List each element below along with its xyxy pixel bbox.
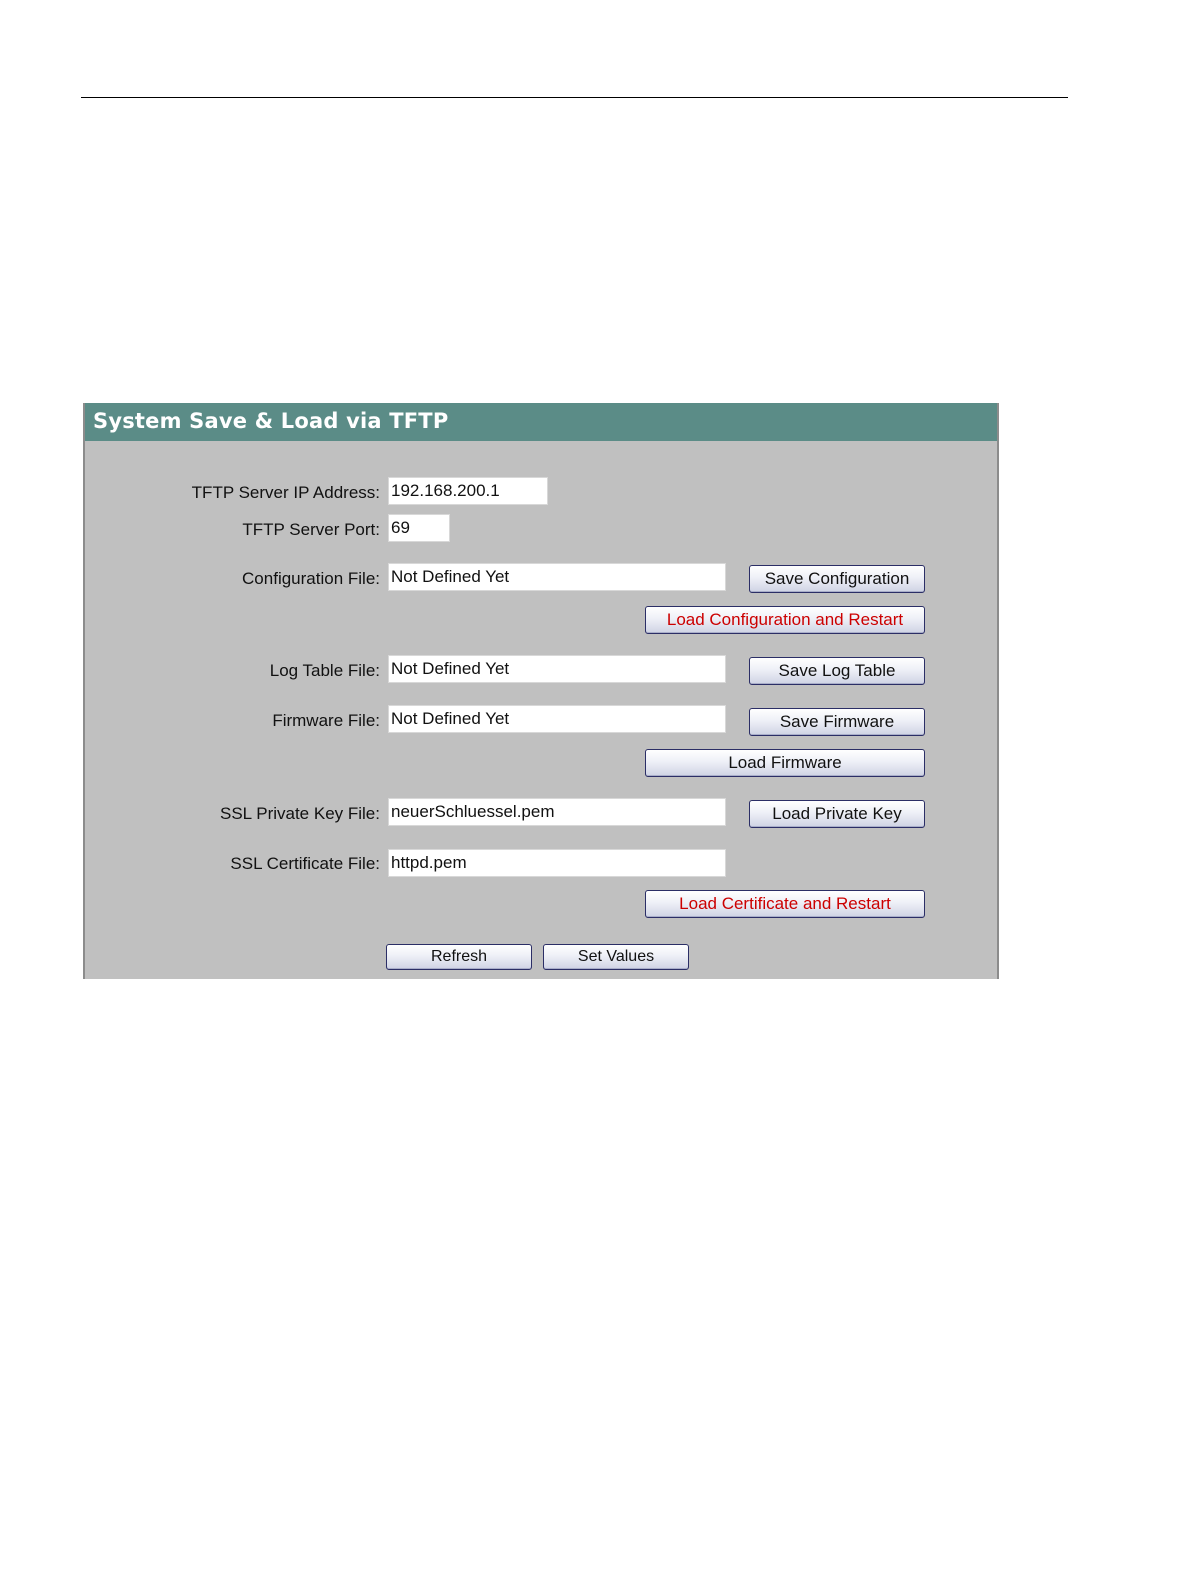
refresh-button[interactable]: Refresh [386,944,532,970]
set-values-button[interactable]: Set Values [543,944,689,970]
ssl-private-key-label: SSL Private Key File: [220,804,380,823]
ssl-private-key-input[interactable]: neuerSchluessel.pem [388,798,726,826]
firmware-file-label: Firmware File: [272,711,380,730]
config-file-input[interactable]: Not Defined Yet [388,563,726,591]
config-file-label: Configuration File: [242,569,380,588]
save-firmware-button[interactable]: Save Firmware [749,708,925,736]
firmware-file-input[interactable]: Not Defined Yet [388,705,726,733]
save-configuration-button[interactable]: Save Configuration [749,565,925,593]
load-private-key-button[interactable]: Load Private Key [749,800,925,828]
load-firmware-button[interactable]: Load Firmware [645,749,925,777]
ssl-certificate-input[interactable]: httpd.pem [388,849,726,877]
panel-header [85,403,997,441]
tftp-ip-label: TFTP Server IP Address: [191,483,380,502]
tftp-save-load-panel [83,403,999,979]
panel-title: System Save & Load via TFTP [93,409,449,433]
log-table-file-label: Log Table File: [269,661,380,680]
page-header-rule [81,97,1068,98]
tftp-port-label: TFTP Server Port: [242,520,380,539]
save-log-table-button[interactable]: Save Log Table [749,657,925,685]
load-configuration-restart-button[interactable]: Load Configuration and Restart [645,606,925,634]
tftp-ip-input[interactable]: 192.168.200.1 [388,477,548,505]
load-certificate-restart-button[interactable]: Load Certificate and Restart [645,890,925,918]
ssl-certificate-label: SSL Certificate File: [230,854,380,873]
tftp-port-input[interactable]: 69 [388,514,450,542]
log-table-file-input[interactable]: Not Defined Yet [388,655,726,683]
